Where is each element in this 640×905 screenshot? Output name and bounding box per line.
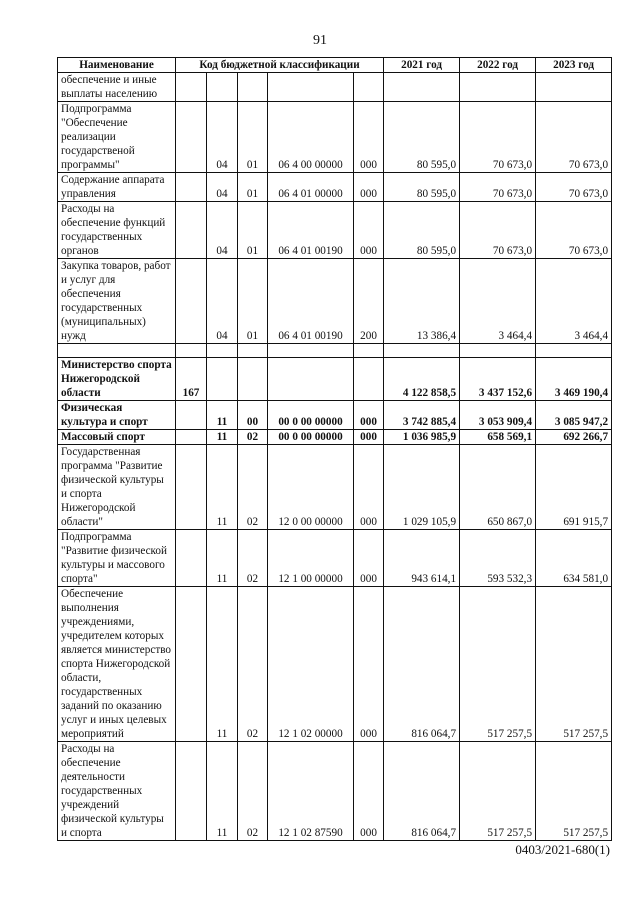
expense-type-cell [354, 344, 384, 358]
section-code-cell: 11 [207, 401, 238, 430]
ministry-code-cell [176, 259, 207, 344]
target-code-cell: 06 4 01 00000 [268, 173, 354, 202]
ministry-code-cell [176, 445, 207, 530]
section-code-cell: 04 [207, 202, 238, 259]
target-code-cell: 12 1 02 00000 [268, 587, 354, 742]
table-row [58, 358, 612, 401]
row-name-cell: Подпрограмма "Обеспечение реализации государственой программы" [58, 102, 176, 173]
header-2023: 2023 год [536, 58, 612, 73]
target-code-cell: 00 0 00 00000 [268, 430, 354, 445]
amount-2022-cell: 593 532,3 [460, 530, 536, 587]
header-name: Наименование [58, 58, 176, 73]
page-number: 91 [313, 33, 327, 48]
amount-2021-cell: 1 036 985,9 [384, 430, 460, 445]
target-code-cell [268, 73, 354, 102]
table-body [58, 73, 612, 841]
amount-2021-cell: 80 595,0 [384, 102, 460, 173]
ministry-code-cell [176, 530, 207, 587]
row-name-cell: Обеспечение выполнения учреждениями, учредителем которых является министерство спорта Нижегородской области, государственных заданий по оказанию услуг и иных целевых мероприятий [58, 587, 176, 742]
subsection-code-cell: 01 [238, 102, 268, 173]
amount-2021-cell: 816 064,7 [384, 742, 460, 841]
expense-type-cell: 000 [354, 587, 384, 742]
subsection-code-cell: 02 [238, 742, 268, 841]
section-code-cell: 11 [207, 587, 238, 742]
budget-table [57, 57, 612, 841]
section-code-cell: 11 [207, 742, 238, 841]
subsection-code-cell: 02 [238, 530, 268, 587]
amount-2023-cell [536, 344, 612, 358]
ministry-code-cell [176, 742, 207, 841]
header-2021: 2021 год [384, 58, 460, 73]
amount-2021-cell: 13 386,4 [384, 259, 460, 344]
target-code-cell: 06 4 01 00190 [268, 202, 354, 259]
amount-2022-cell [460, 73, 536, 102]
amount-2022-cell: 70 673,0 [460, 202, 536, 259]
table-row [58, 530, 612, 587]
section-code-cell: 04 [207, 259, 238, 344]
row-name-cell: Государственная программа "Развитие физической культуры и спорта Нижегородской области" [58, 445, 176, 530]
amount-2021-cell: 816 064,7 [384, 587, 460, 742]
row-name-cell: Расходы на обеспечение деятельности государственных учреждений физической культуры и спорта [58, 742, 176, 841]
table-row [58, 344, 612, 358]
table-row [58, 445, 612, 530]
amount-2021-cell: 1 029 105,9 [384, 445, 460, 530]
amount-2021-cell [384, 344, 460, 358]
table-header-row [58, 58, 612, 73]
row-name-cell: Массовый спорт [58, 430, 176, 445]
section-code-cell [207, 358, 238, 401]
section-code-cell: 11 [207, 430, 238, 445]
row-name-cell: Закупка товаров, работ и услуг для обеспечения государственных (муниципальных) нужд [58, 259, 176, 344]
amount-2023-cell: 3 469 190,4 [536, 358, 612, 401]
table-row [58, 173, 612, 202]
target-code-cell [268, 358, 354, 401]
table-row [58, 587, 612, 742]
subsection-code-cell: 01 [238, 259, 268, 344]
table-row [58, 430, 612, 445]
amount-2022-cell: 3 053 909,4 [460, 401, 536, 430]
amount-2023-cell: 70 673,0 [536, 102, 612, 173]
amount-2022-cell: 3 464,4 [460, 259, 536, 344]
amount-2022-cell: 517 257,5 [460, 742, 536, 841]
target-code-cell: 12 1 02 87590 [268, 742, 354, 841]
header-2022: 2022 год [460, 58, 536, 73]
ministry-code-cell [176, 173, 207, 202]
section-code-cell: 11 [207, 445, 238, 530]
amount-2023-cell: 517 257,5 [536, 587, 612, 742]
ministry-code-cell [176, 401, 207, 430]
section-code-cell: 11 [207, 530, 238, 587]
ministry-code-cell [176, 102, 207, 173]
row-name-cell: Физическая культура и спорт [58, 401, 176, 430]
target-code-cell: 12 0 00 00000 [268, 445, 354, 530]
expense-type-cell [354, 358, 384, 401]
amount-2021-cell: 80 595,0 [384, 173, 460, 202]
amount-2022-cell: 70 673,0 [460, 102, 536, 173]
section-code-cell [207, 344, 238, 358]
expense-type-cell: 000 [354, 445, 384, 530]
subsection-code-cell: 02 [238, 445, 268, 530]
header-code: Код бюджетной классификации [176, 58, 384, 73]
section-code-cell: 04 [207, 173, 238, 202]
ministry-code-cell [176, 587, 207, 742]
subsection-code-cell: 01 [238, 173, 268, 202]
amount-2021-cell: 4 122 858,5 [384, 358, 460, 401]
ministry-code-cell [176, 202, 207, 259]
amount-2023-cell: 692 266,7 [536, 430, 612, 445]
table-row [58, 259, 612, 344]
row-name-cell: Министерство спорта Нижегородской области [58, 358, 176, 401]
expense-type-cell: 000 [354, 173, 384, 202]
amount-2021-cell: 943 614,1 [384, 530, 460, 587]
section-code-cell: 04 [207, 102, 238, 173]
row-name-cell: Содержание аппарата управления [58, 173, 176, 202]
expense-type-cell: 000 [354, 430, 384, 445]
row-name-cell: Подпрограмма "Развитие физической культуры и массового спорта" [58, 530, 176, 587]
expense-type-cell: 000 [354, 202, 384, 259]
amount-2022-cell: 3 437 152,6 [460, 358, 536, 401]
target-code-cell: 00 0 00 00000 [268, 401, 354, 430]
section-code-cell [207, 73, 238, 102]
ministry-code-cell: 167 [176, 358, 207, 401]
amount-2021-cell [384, 73, 460, 102]
table-row [58, 742, 612, 841]
expense-type-cell: 000 [354, 102, 384, 173]
expense-type-cell: 000 [354, 742, 384, 841]
subsection-code-cell: 02 [238, 430, 268, 445]
table-row [58, 401, 612, 430]
target-code-cell [268, 344, 354, 358]
amount-2023-cell: 70 673,0 [536, 202, 612, 259]
subsection-code-cell: 02 [238, 587, 268, 742]
subsection-code-cell: 01 [238, 202, 268, 259]
expense-type-cell: 200 [354, 259, 384, 344]
ministry-code-cell [176, 430, 207, 445]
amount-2023-cell: 691 915,7 [536, 445, 612, 530]
ministry-code-cell [176, 344, 207, 358]
table-row [58, 102, 612, 173]
target-code-cell: 12 1 00 00000 [268, 530, 354, 587]
ministry-code-cell [176, 73, 207, 102]
row-name-cell: обеспечение и иные выплаты населению [58, 73, 176, 102]
document-code: 0403/2021-680(1) [515, 842, 610, 857]
amount-2022-cell: 658 569,1 [460, 430, 536, 445]
target-code-cell: 06 4 01 00190 [268, 259, 354, 344]
expense-type-cell: 000 [354, 530, 384, 587]
amount-2021-cell: 80 595,0 [384, 202, 460, 259]
amount-2023-cell: 3 085 947,2 [536, 401, 612, 430]
row-name-cell [58, 344, 176, 358]
table-row [58, 202, 612, 259]
amount-2022-cell: 517 257,5 [460, 587, 536, 742]
subsection-code-cell [238, 344, 268, 358]
expense-type-cell: 000 [354, 401, 384, 430]
amount-2022-cell: 650 867,0 [460, 445, 536, 530]
expense-type-cell [354, 73, 384, 102]
amount-2023-cell: 634 581,0 [536, 530, 612, 587]
amount-2023-cell [536, 73, 612, 102]
target-code-cell: 06 4 00 00000 [268, 102, 354, 173]
amount-2021-cell: 3 742 885,4 [384, 401, 460, 430]
amount-2022-cell: 70 673,0 [460, 173, 536, 202]
table-row [58, 73, 612, 102]
subsection-code-cell [238, 358, 268, 401]
subsection-code-cell [238, 73, 268, 102]
subsection-code-cell: 00 [238, 401, 268, 430]
amount-2023-cell: 3 464,4 [536, 259, 612, 344]
row-name-cell: Расходы на обеспечение функций государственных органов [58, 202, 176, 259]
amount-2023-cell: 70 673,0 [536, 173, 612, 202]
amount-2023-cell: 517 257,5 [536, 742, 612, 841]
amount-2022-cell [460, 344, 536, 358]
